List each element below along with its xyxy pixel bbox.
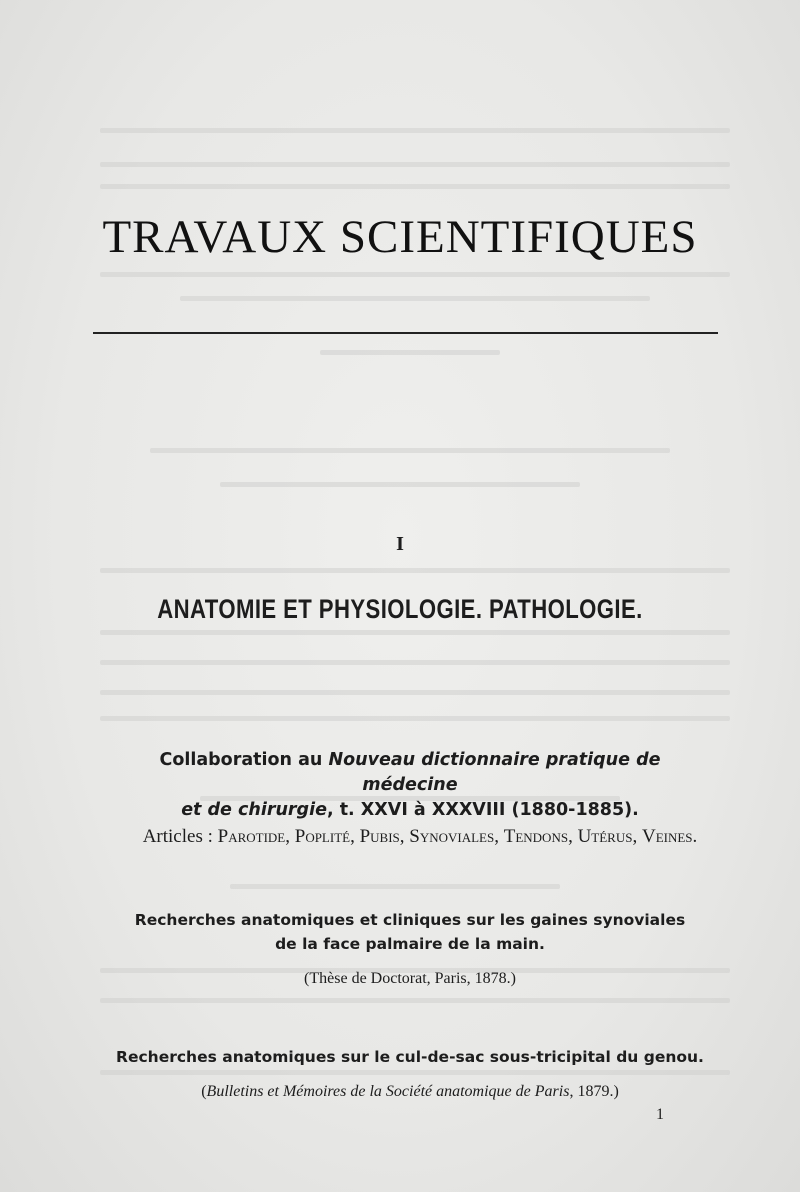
work-title-line: de la face palmaire de la main. — [275, 935, 545, 953]
work-entry-note: (Thèse de Doctorat, Paris, 1878.) — [304, 970, 516, 987]
section-number: I — [396, 533, 404, 555]
article-separator: , — [568, 826, 578, 847]
bleed-through-line — [100, 660, 730, 665]
bleed-through-line — [230, 884, 560, 889]
articles-label: Articles : — [142, 826, 218, 847]
page-title: TRAVAUX SCIENTIFIQUES — [102, 211, 698, 263]
article-separator: , — [399, 826, 410, 847]
article-separator: , — [632, 826, 642, 847]
article-item: Tendons — [503, 826, 569, 847]
article-item: Synoviales — [409, 826, 495, 847]
article-separator: , — [494, 826, 504, 847]
note-open-paren: ( — [201, 1083, 207, 1100]
article-item: Utérus — [577, 826, 633, 847]
article-item: Pubis — [359, 826, 400, 847]
bleed-through-line — [220, 482, 580, 487]
bleed-through-line — [100, 184, 730, 189]
title-rule-divider — [93, 332, 718, 334]
work-entry-note — [110, 1083, 710, 1101]
section-heading: ANATOMIE ET PHYSIOLOGIE. PATHOLOGIE. — [157, 594, 643, 624]
articles-end: . — [692, 826, 698, 847]
page-number: 1 — [656, 1106, 664, 1123]
collaboration-work-title-line2: et de chirurgie — [181, 800, 327, 820]
bleed-through-line — [320, 350, 500, 355]
article-separator: , — [285, 826, 295, 847]
collaboration-volumes: , t. XXVI à XXXVIII (1880-1885). — [326, 800, 639, 820]
note-journal-title: Bulletins et Mémoires de la Société anatomique de Paris — [206, 1083, 570, 1100]
bleed-through-line — [100, 716, 730, 721]
collaboration-lead: Collaboration au — [159, 750, 329, 770]
work-title-line: Recherches anatomiques sur le cul-de-sac sous-tricipital du genou. — [116, 1048, 704, 1066]
bleed-through-line — [100, 690, 730, 695]
article-item: Veines — [641, 826, 693, 847]
bleed-through-line — [180, 296, 650, 301]
collaboration-work-title-line1: Nouveau dictionnaire pratique de médecine — [328, 750, 661, 795]
bleed-through-line — [100, 630, 730, 635]
bleed-through-line — [100, 1070, 730, 1075]
bleed-through-line — [100, 568, 730, 573]
bleed-through-line — [100, 128, 730, 133]
bleed-through-line — [100, 162, 730, 167]
note-year: , 1879.) — [569, 1083, 619, 1100]
bleed-through-line — [150, 448, 670, 453]
bleed-through-line — [100, 998, 730, 1003]
article-separator: , — [350, 826, 360, 847]
work-entry-title — [110, 1045, 710, 1069]
work-entry-title — [110, 908, 710, 956]
article-item: Parotide — [217, 826, 286, 847]
collaboration-entry — [130, 748, 690, 823]
work-title-line: Recherches anatomiques et cliniques sur les gaines synoviales — [134, 911, 686, 929]
articles-list — [80, 826, 760, 848]
article-item: Poplité — [294, 826, 351, 847]
bleed-through-line — [100, 272, 730, 277]
